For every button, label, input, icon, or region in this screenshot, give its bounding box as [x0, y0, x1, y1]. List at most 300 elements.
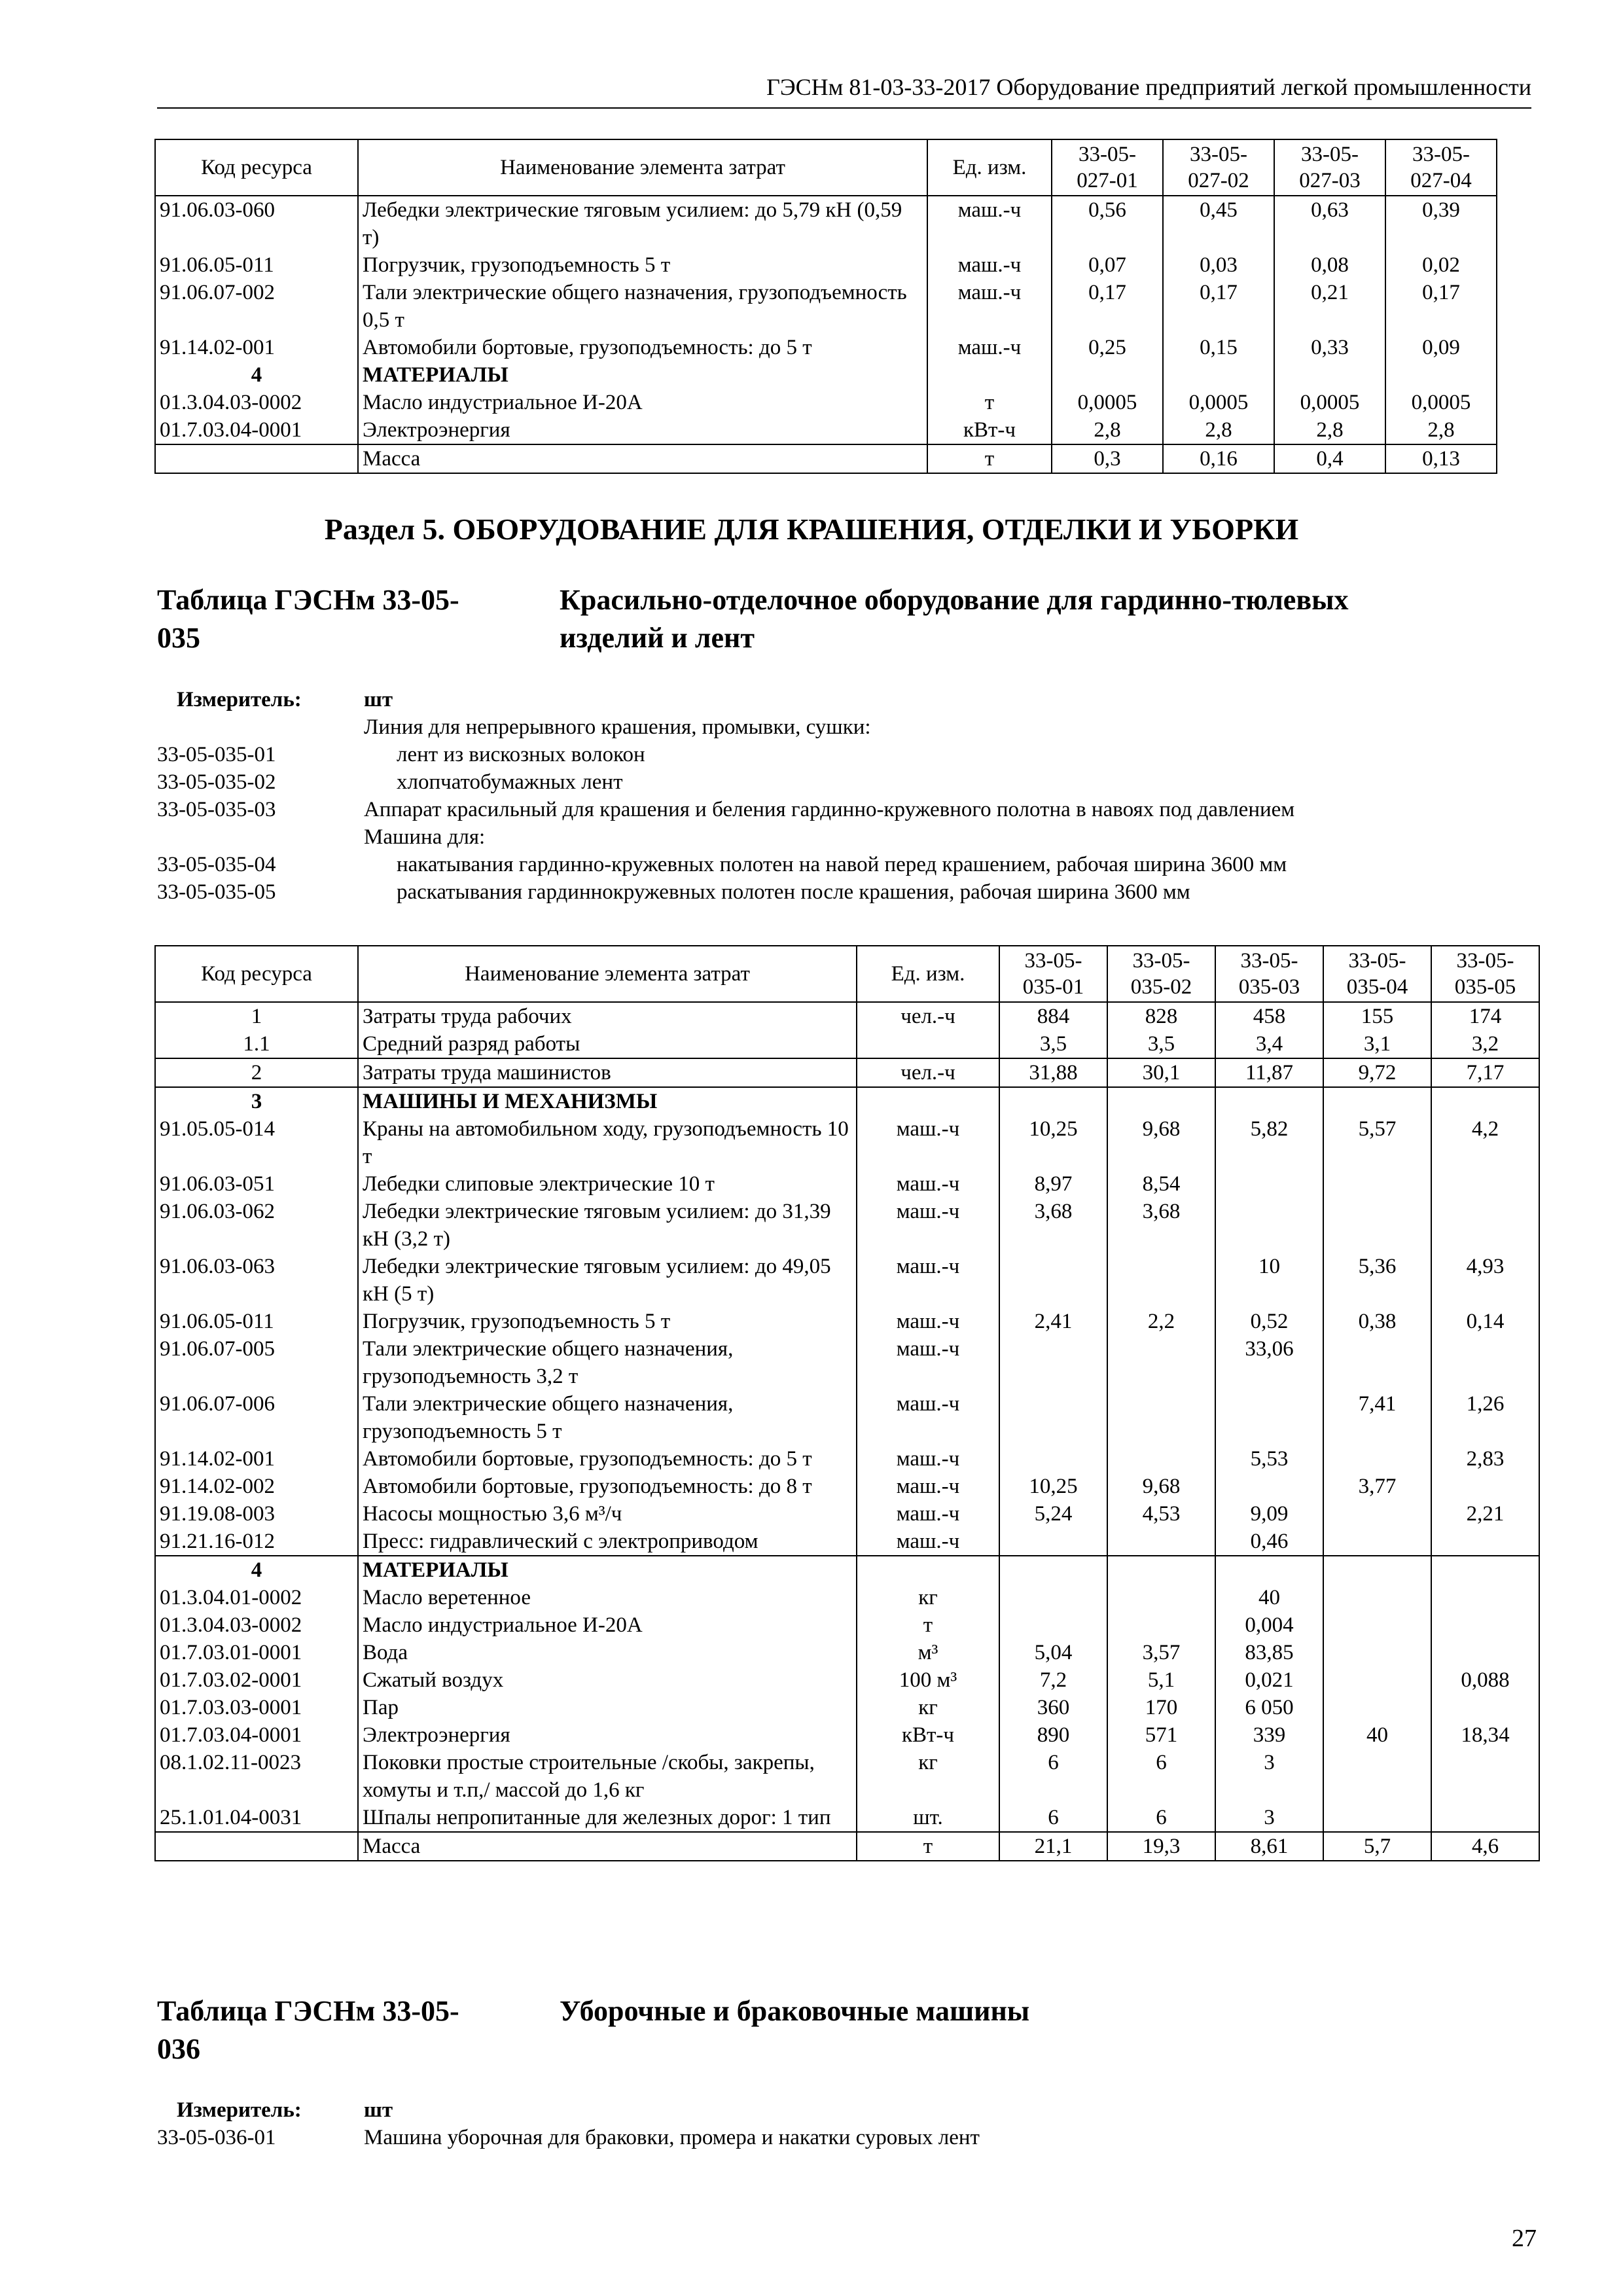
resource-name: МАШИНЫ И МЕХАНИЗМЫ: [358, 1087, 857, 1115]
resource-unit: маш.-ч: [927, 196, 1052, 251]
norm-value: 0,0005: [1163, 389, 1274, 416]
norm-value: 9,68: [1107, 1115, 1215, 1170]
resource-code: 91.14.02-001: [155, 334, 358, 361]
norm-value: 0,14: [1431, 1308, 1539, 1335]
norm-value: 3,68: [999, 1198, 1107, 1253]
resource-code: 91.06.05-011: [155, 251, 358, 279]
norm-value: [1107, 1335, 1215, 1390]
item-code: 33-05-036-01: [157, 2126, 276, 2149]
resource-table-027: [154, 139, 1497, 474]
item-description: Аппарат красильный для крашения и беления гардинно-кружевного полотна в навоях под давлением: [364, 798, 1295, 821]
resource-name: Вода: [358, 1639, 857, 1666]
resource-code: 91.06.03-063: [155, 1253, 358, 1308]
resource-unit: маш.-ч: [857, 1390, 999, 1445]
norm-value: 6: [999, 1804, 1107, 1832]
norm-column-header: 33-05- 035-02: [1107, 946, 1215, 1002]
resource-code: 91.05.05-014: [155, 1115, 358, 1170]
norm-value: 8,54: [1107, 1170, 1215, 1198]
norm-value: [1323, 1556, 1431, 1584]
resource-unit: маш.-ч: [857, 1528, 999, 1556]
norm-value: 2,8: [1274, 416, 1385, 444]
norm-value: 3,5: [999, 1030, 1107, 1058]
resource-name: Погрузчик, грузоподъемность 5 т: [358, 251, 927, 279]
norm-value: [1323, 1804, 1431, 1832]
norm-value: [999, 1584, 1107, 1611]
resource-code: 01.3.04.03-0002: [155, 1611, 358, 1639]
resource-name: Тали электрические общего назначения, грузоподъемность 0,5 т: [358, 279, 927, 334]
table-035-code: Таблица ГЭСНм 33-05- 035: [157, 584, 459, 654]
resource-code: 01.3.04.03-0002: [155, 389, 358, 416]
norm-value: 33,06: [1215, 1335, 1323, 1390]
norm-value: [1431, 1611, 1539, 1639]
resource-unit: маш.-ч: [857, 1253, 999, 1308]
table-row: [155, 334, 1497, 361]
norm-value: [1323, 1749, 1431, 1804]
table-row: [155, 1832, 1539, 1861]
resource-code: 91.06.07-005: [155, 1335, 358, 1390]
norm-value: 0,52: [1215, 1308, 1323, 1335]
resource-name: МАТЕРИАЛЫ: [358, 1556, 857, 1584]
item-code: 33-05-035-04: [157, 853, 276, 876]
norm-value: 8,61: [1215, 1832, 1323, 1861]
section-row: [155, 1556, 1539, 1584]
table-row: [155, 1058, 1539, 1087]
norm-value: 2,2: [1107, 1308, 1215, 1335]
resource-unit: маш.-ч: [857, 1170, 999, 1198]
resource-name: Средний разряд работы: [358, 1030, 857, 1058]
norm-value: 0,021: [1215, 1666, 1323, 1694]
norm-value: 18,34: [1431, 1721, 1539, 1749]
norm-value: 4,53: [1107, 1500, 1215, 1528]
norm-value: [1215, 1087, 1323, 1115]
resource-unit: чел.-ч: [857, 1002, 999, 1030]
resource-unit: т: [927, 444, 1052, 473]
resource-name: Тали электрические общего назначения, грузоподъемность 3,2 т: [358, 1335, 857, 1390]
norm-value: [1107, 1528, 1215, 1556]
resource-name: Масло индустриальное И-20А: [358, 1611, 857, 1639]
norm-value: 0,0005: [1274, 389, 1385, 416]
norm-value: 5,24: [999, 1500, 1107, 1528]
norm-value: 40: [1323, 1721, 1431, 1749]
norm-value: 10,25: [999, 1115, 1107, 1170]
norm-column-header: 33-05- 027-02: [1163, 139, 1274, 196]
norm-value: 170: [1107, 1694, 1215, 1721]
table-row: [155, 1584, 1539, 1611]
norm-value: 5,1: [1107, 1666, 1215, 1694]
resource-code: 91.06.05-011: [155, 1308, 358, 1335]
table-row: [155, 1721, 1539, 1749]
norm-value: [1323, 1666, 1431, 1694]
norm-value: 0,088: [1431, 1666, 1539, 1694]
resource-unit: [857, 1030, 999, 1058]
table-row: [155, 389, 1497, 416]
resource-unit: маш.-ч: [927, 334, 1052, 361]
item-code: 33-05-035-01: [157, 743, 276, 766]
resource-unit: маш.-ч: [927, 251, 1052, 279]
norm-value: 0,46: [1215, 1528, 1323, 1556]
norm-value: [1107, 1445, 1215, 1473]
resource-name: Затраты труда машинистов: [358, 1058, 857, 1087]
resource-name: Лебедки слиповые электрические 10 т: [358, 1170, 857, 1198]
resource-unit: маш.-ч: [857, 1473, 999, 1500]
resource-code: 1.1: [155, 1030, 358, 1058]
table-row: [155, 1666, 1539, 1694]
item-code: 33-05-035-05: [157, 880, 276, 904]
resource-name: Лебедки электрические тяговым усилием: до 49,05 кН (5 т): [358, 1253, 857, 1308]
column-header: Наименование элемента затрат: [358, 946, 857, 1002]
norm-value: 4,93: [1431, 1253, 1539, 1308]
norm-value: 0,0005: [1052, 389, 1163, 416]
resource-unit: маш.-ч: [857, 1500, 999, 1528]
resource-name: Масса: [358, 1832, 857, 1861]
norm-value: 31,88: [999, 1058, 1107, 1087]
resource-unit: [857, 1087, 999, 1115]
norm-value: [1323, 1087, 1431, 1115]
resource-code: 91.06.03-062: [155, 1198, 358, 1253]
norm-value: 0,02: [1385, 251, 1497, 279]
resource-name: Пресс: гидравлический с электроприводом: [358, 1528, 857, 1556]
resource-code: 01.7.03.03-0001: [155, 1694, 358, 1721]
norm-value: 828: [1107, 1002, 1215, 1030]
resource-unit: кг: [857, 1584, 999, 1611]
table-row: [155, 1253, 1539, 1308]
resource-name: Автомобили бортовые, грузоподъемность: до 5 т: [358, 1445, 857, 1473]
norm-value: 360: [999, 1694, 1107, 1721]
item-description: Линия для непрерывного крашения, промывки, сушки:: [364, 715, 871, 739]
resource-unit: т: [857, 1611, 999, 1639]
norm-value: 3,4: [1215, 1030, 1323, 1058]
resource-code: 91.06.07-002: [155, 279, 358, 334]
norm-value: 174: [1431, 1002, 1539, 1030]
resource-code: 01.7.03.02-0001: [155, 1666, 358, 1694]
norm-value: 3,2: [1431, 1030, 1539, 1058]
table-row: [155, 1694, 1539, 1721]
table-row: [155, 251, 1497, 279]
norm-value: 30,1: [1107, 1058, 1215, 1087]
norm-column-header: 33-05- 027-03: [1274, 139, 1385, 196]
resource-unit: чел.-ч: [857, 1058, 999, 1087]
norm-value: [1431, 1694, 1539, 1721]
norm-value: 0,08: [1274, 251, 1385, 279]
resource-name: Автомобили бортовые, грузоподъемность: до 8 т: [358, 1473, 857, 1500]
resource-unit: 100 м³: [857, 1666, 999, 1694]
table-row: [155, 196, 1497, 251]
table-row: [155, 1170, 1539, 1198]
item-description: раскатывания гардиннокружевных полотен после крашения, рабочая ширина 3600 мм: [397, 880, 1190, 904]
norm-value: 0,15: [1163, 334, 1274, 361]
norm-value: 5,04: [999, 1639, 1107, 1666]
resource-name: Масса: [358, 444, 927, 473]
norm-value: [999, 1611, 1107, 1639]
resource-code: 4: [155, 361, 358, 389]
resource-name: Насосы мощностью 3,6 м³/ч: [358, 1500, 857, 1528]
norm-value: 9,72: [1323, 1058, 1431, 1087]
norm-value: [1107, 1087, 1215, 1115]
resource-name: МАТЕРИАЛЫ: [358, 361, 927, 389]
resource-code: 25.1.01.04-0031: [155, 1804, 358, 1832]
norm-value: 1,26: [1431, 1390, 1539, 1445]
norm-value: [1431, 1335, 1539, 1390]
norm-value: [999, 1087, 1107, 1115]
norm-value: 10: [1215, 1253, 1323, 1308]
column-header: Код ресурса: [155, 139, 358, 196]
column-header: Ед. изм.: [857, 946, 999, 1002]
resource-unit: кг: [857, 1749, 999, 1804]
norm-value: [999, 1335, 1107, 1390]
norm-value: 6: [1107, 1749, 1215, 1804]
norm-value: [999, 1445, 1107, 1473]
norm-value: [999, 1556, 1107, 1584]
norm-value: 5,7: [1323, 1832, 1431, 1861]
norm-value: 3: [1215, 1749, 1323, 1804]
norm-value: 339: [1215, 1721, 1323, 1749]
table-row: [155, 1749, 1539, 1804]
resource-name: Краны на автомобильном ходу, грузоподъемность 10 т: [358, 1115, 857, 1170]
table-header-row: [155, 139, 1497, 196]
meter-value: шт: [364, 2098, 393, 2122]
norm-value: [1052, 361, 1163, 389]
norm-value: 3,57: [1107, 1639, 1215, 1666]
norm-value: 6: [1107, 1804, 1215, 1832]
norm-value: 890: [999, 1721, 1107, 1749]
norm-value: 0,38: [1323, 1308, 1431, 1335]
norm-value: [1323, 1694, 1431, 1721]
meter-label: Измеритель:: [177, 2098, 302, 2122]
resource-unit: маш.-ч: [857, 1115, 999, 1170]
norm-value: 0,17: [1385, 279, 1497, 334]
table-row: [155, 1528, 1539, 1556]
norm-value: 7,2: [999, 1666, 1107, 1694]
norm-value: 5,36: [1323, 1253, 1431, 1308]
resource-name: Лебедки электрические тяговым усилием: до 31,39 кН (3,2 т): [358, 1198, 857, 1253]
table-row: [155, 1308, 1539, 1335]
resource-code: 01.7.03.01-0001: [155, 1639, 358, 1666]
meter-value: шт: [364, 688, 393, 711]
section-row: [155, 1087, 1539, 1115]
column-header: Код ресурса: [155, 946, 358, 1002]
norm-value: [1215, 1170, 1323, 1198]
resource-unit: кВт-ч: [857, 1721, 999, 1749]
norm-value: 2,83: [1431, 1445, 1539, 1473]
norm-value: [1323, 1500, 1431, 1528]
resource-unit: маш.-ч: [857, 1198, 999, 1253]
norm-value: 0,21: [1274, 279, 1385, 334]
norm-value: 0,4: [1274, 444, 1385, 473]
norm-value: 0,07: [1052, 251, 1163, 279]
norm-value: 7,41: [1323, 1390, 1431, 1445]
norm-value: 0,56: [1052, 196, 1163, 251]
resource-name: Погрузчик, грузоподъемность 5 т: [358, 1308, 857, 1335]
norm-value: [1323, 1584, 1431, 1611]
norm-column-header: 33-05- 035-04: [1323, 946, 1431, 1002]
item-code: 33-05-035-03: [157, 798, 276, 821]
norm-value: [1163, 361, 1274, 389]
resource-code: 1: [155, 1002, 358, 1030]
norm-column-header: 33-05- 027-01: [1052, 139, 1163, 196]
norm-value: 2,8: [1052, 416, 1163, 444]
norm-value: 0,45: [1163, 196, 1274, 251]
resource-unit: маш.-ч: [927, 279, 1052, 334]
norm-value: 2,21: [1431, 1500, 1539, 1528]
norm-value: 9,68: [1107, 1473, 1215, 1500]
section-row: [155, 361, 1497, 389]
table-row: [155, 444, 1497, 473]
norm-value: [1431, 1639, 1539, 1666]
norm-value: [1107, 1556, 1215, 1584]
norm-value: [1107, 1390, 1215, 1445]
resource-code: 91.14.02-001: [155, 1445, 358, 1473]
resource-unit: кг: [857, 1694, 999, 1721]
section-title: Раздел 5. ОБОРУДОВАНИЕ ДЛЯ КРАШЕНИЯ, ОТДЕЛКИ И УБОРКИ: [324, 512, 1299, 546]
norm-value: 458: [1215, 1002, 1323, 1030]
resource-table-035: [154, 945, 1540, 1861]
norm-value: [999, 1253, 1107, 1308]
norm-value: [1323, 1335, 1431, 1390]
norm-value: 0,0005: [1385, 389, 1497, 416]
norm-value: 5,57: [1323, 1115, 1431, 1170]
norm-value: 2,41: [999, 1308, 1107, 1335]
norm-value: 0,16: [1163, 444, 1274, 473]
norm-value: [1215, 1198, 1323, 1253]
resource-unit: [927, 361, 1052, 389]
table-row: [155, 1198, 1539, 1253]
norm-value: 4,2: [1431, 1115, 1539, 1170]
norm-value: 3,1: [1323, 1030, 1431, 1058]
item-code: 33-05-035-02: [157, 770, 276, 794]
norm-value: 884: [999, 1002, 1107, 1030]
norm-value: 0,63: [1274, 196, 1385, 251]
resource-unit: т: [927, 389, 1052, 416]
norm-value: 0,25: [1052, 334, 1163, 361]
norm-value: 40: [1215, 1584, 1323, 1611]
norm-column-header: 33-05- 035-01: [999, 946, 1107, 1002]
norm-value: [1323, 1445, 1431, 1473]
norm-value: [1431, 1528, 1539, 1556]
norm-value: [1385, 361, 1497, 389]
resource-unit: шт.: [857, 1804, 999, 1832]
table-row: [155, 1639, 1539, 1666]
resource-code: 01.7.03.04-0001: [155, 1721, 358, 1749]
norm-value: [1431, 1804, 1539, 1832]
norm-value: [1431, 1749, 1539, 1804]
table-row: [155, 279, 1497, 334]
resource-name: Пар: [358, 1694, 857, 1721]
column-header: Ед. изм.: [927, 139, 1052, 196]
norm-value: [1323, 1528, 1431, 1556]
table-036-code: Таблица ГЭСНм 33-05- 036: [157, 1995, 459, 2065]
norm-value: 8,97: [999, 1170, 1107, 1198]
norm-value: 2,8: [1385, 416, 1497, 444]
table-row: [155, 1030, 1539, 1058]
resource-name: Электроэнергия: [358, 416, 927, 444]
norm-value: 10,25: [999, 1473, 1107, 1500]
resource-name: Шпалы непропитанные для железных дорог: 1 тип: [358, 1804, 857, 1832]
resource-unit: маш.-ч: [857, 1335, 999, 1390]
norm-value: 6 050: [1215, 1694, 1323, 1721]
norm-value: 3,77: [1323, 1473, 1431, 1500]
resource-code: 01.3.04.01-0002: [155, 1584, 358, 1611]
norm-column-header: 33-05- 035-03: [1215, 946, 1323, 1002]
norm-value: [1323, 1611, 1431, 1639]
norm-value: 3,5: [1107, 1030, 1215, 1058]
resource-name: Электроэнергия: [358, 1721, 857, 1749]
norm-value: 155: [1323, 1002, 1431, 1030]
norm-value: [1215, 1390, 1323, 1445]
resource-name: Сжатый воздух: [358, 1666, 857, 1694]
running-header: ГЭСНм 81-03-33-2017 Оборудование предприятий легкой промышленности: [157, 73, 1531, 109]
norm-value: [1431, 1473, 1539, 1500]
resource-name: Поковки простые строительные /скобы, закрепы, хомуты и т.п,/ массой до 1,6 кг: [358, 1749, 857, 1804]
norm-value: [1215, 1473, 1323, 1500]
resource-unit: маш.-ч: [857, 1445, 999, 1473]
norm-value: 571: [1107, 1721, 1215, 1749]
table-036-title: Уборочные и браковочные машины: [560, 1995, 1030, 2027]
norm-value: 0,03: [1163, 251, 1274, 279]
resource-code: 4: [155, 1556, 358, 1584]
norm-value: 7,17: [1431, 1058, 1539, 1087]
norm-value: [1431, 1556, 1539, 1584]
norm-value: [1323, 1639, 1431, 1666]
resource-unit: м³: [857, 1639, 999, 1666]
norm-value: 9,09: [1215, 1500, 1323, 1528]
norm-column-header: 33-05- 027-04: [1385, 139, 1497, 196]
meter-label: Измеритель:: [177, 688, 302, 711]
resource-unit: маш.-ч: [857, 1308, 999, 1335]
table-row: [155, 1804, 1539, 1832]
norm-value: 0,33: [1274, 334, 1385, 361]
item-description: накатывания гардинно-кружевных полотен на навой перед крашением, рабочая ширина 3600 мм: [397, 853, 1287, 876]
table-row: [155, 1002, 1539, 1030]
norm-value: [1431, 1170, 1539, 1198]
norm-value: 19,3: [1107, 1832, 1215, 1861]
norm-value: 0,09: [1385, 334, 1497, 361]
resource-code: 08.1.02.11-0023: [155, 1749, 358, 1804]
norm-value: [1431, 1087, 1539, 1115]
norm-value: 4,6: [1431, 1832, 1539, 1861]
table-row: [155, 1335, 1539, 1390]
norm-value: 21,1: [999, 1832, 1107, 1861]
norm-value: 0,3: [1052, 444, 1163, 473]
resource-code: 91.21.16-012: [155, 1528, 358, 1556]
page-number: 27: [1512, 2225, 1537, 2252]
norm-value: 0,13: [1385, 444, 1497, 473]
resource-name: Лебедки электрические тяговым усилием: до 5,79 кН (0,59 т): [358, 196, 927, 251]
column-header: Наименование элемента затрат: [358, 139, 927, 196]
norm-value: 0,17: [1163, 279, 1274, 334]
resource-code: 91.14.02-002: [155, 1473, 358, 1500]
norm-value: 83,85: [1215, 1639, 1323, 1666]
resource-code: [155, 1832, 358, 1861]
resource-name: Масло веретенное: [358, 1584, 857, 1611]
norm-value: [1323, 1170, 1431, 1198]
norm-value: [999, 1528, 1107, 1556]
resource-code: 2: [155, 1058, 358, 1087]
table-row: [155, 1445, 1539, 1473]
table-row: [155, 1390, 1539, 1445]
resource-code: 01.7.03.04-0001: [155, 416, 358, 444]
norm-value: [1431, 1198, 1539, 1253]
table-row: [155, 416, 1497, 444]
norm-value: 11,87: [1215, 1058, 1323, 1087]
item-description: лент из вискозных волокон: [397, 743, 645, 766]
item-description: Машина уборочная для браковки, промера и накатки суровых лент: [364, 2126, 980, 2149]
norm-value: [1274, 361, 1385, 389]
norm-value: [1215, 1556, 1323, 1584]
table-row: [155, 1611, 1539, 1639]
item-description: Машина для:: [364, 825, 486, 849]
resource-code: [155, 444, 358, 473]
resource-code: 3: [155, 1087, 358, 1115]
